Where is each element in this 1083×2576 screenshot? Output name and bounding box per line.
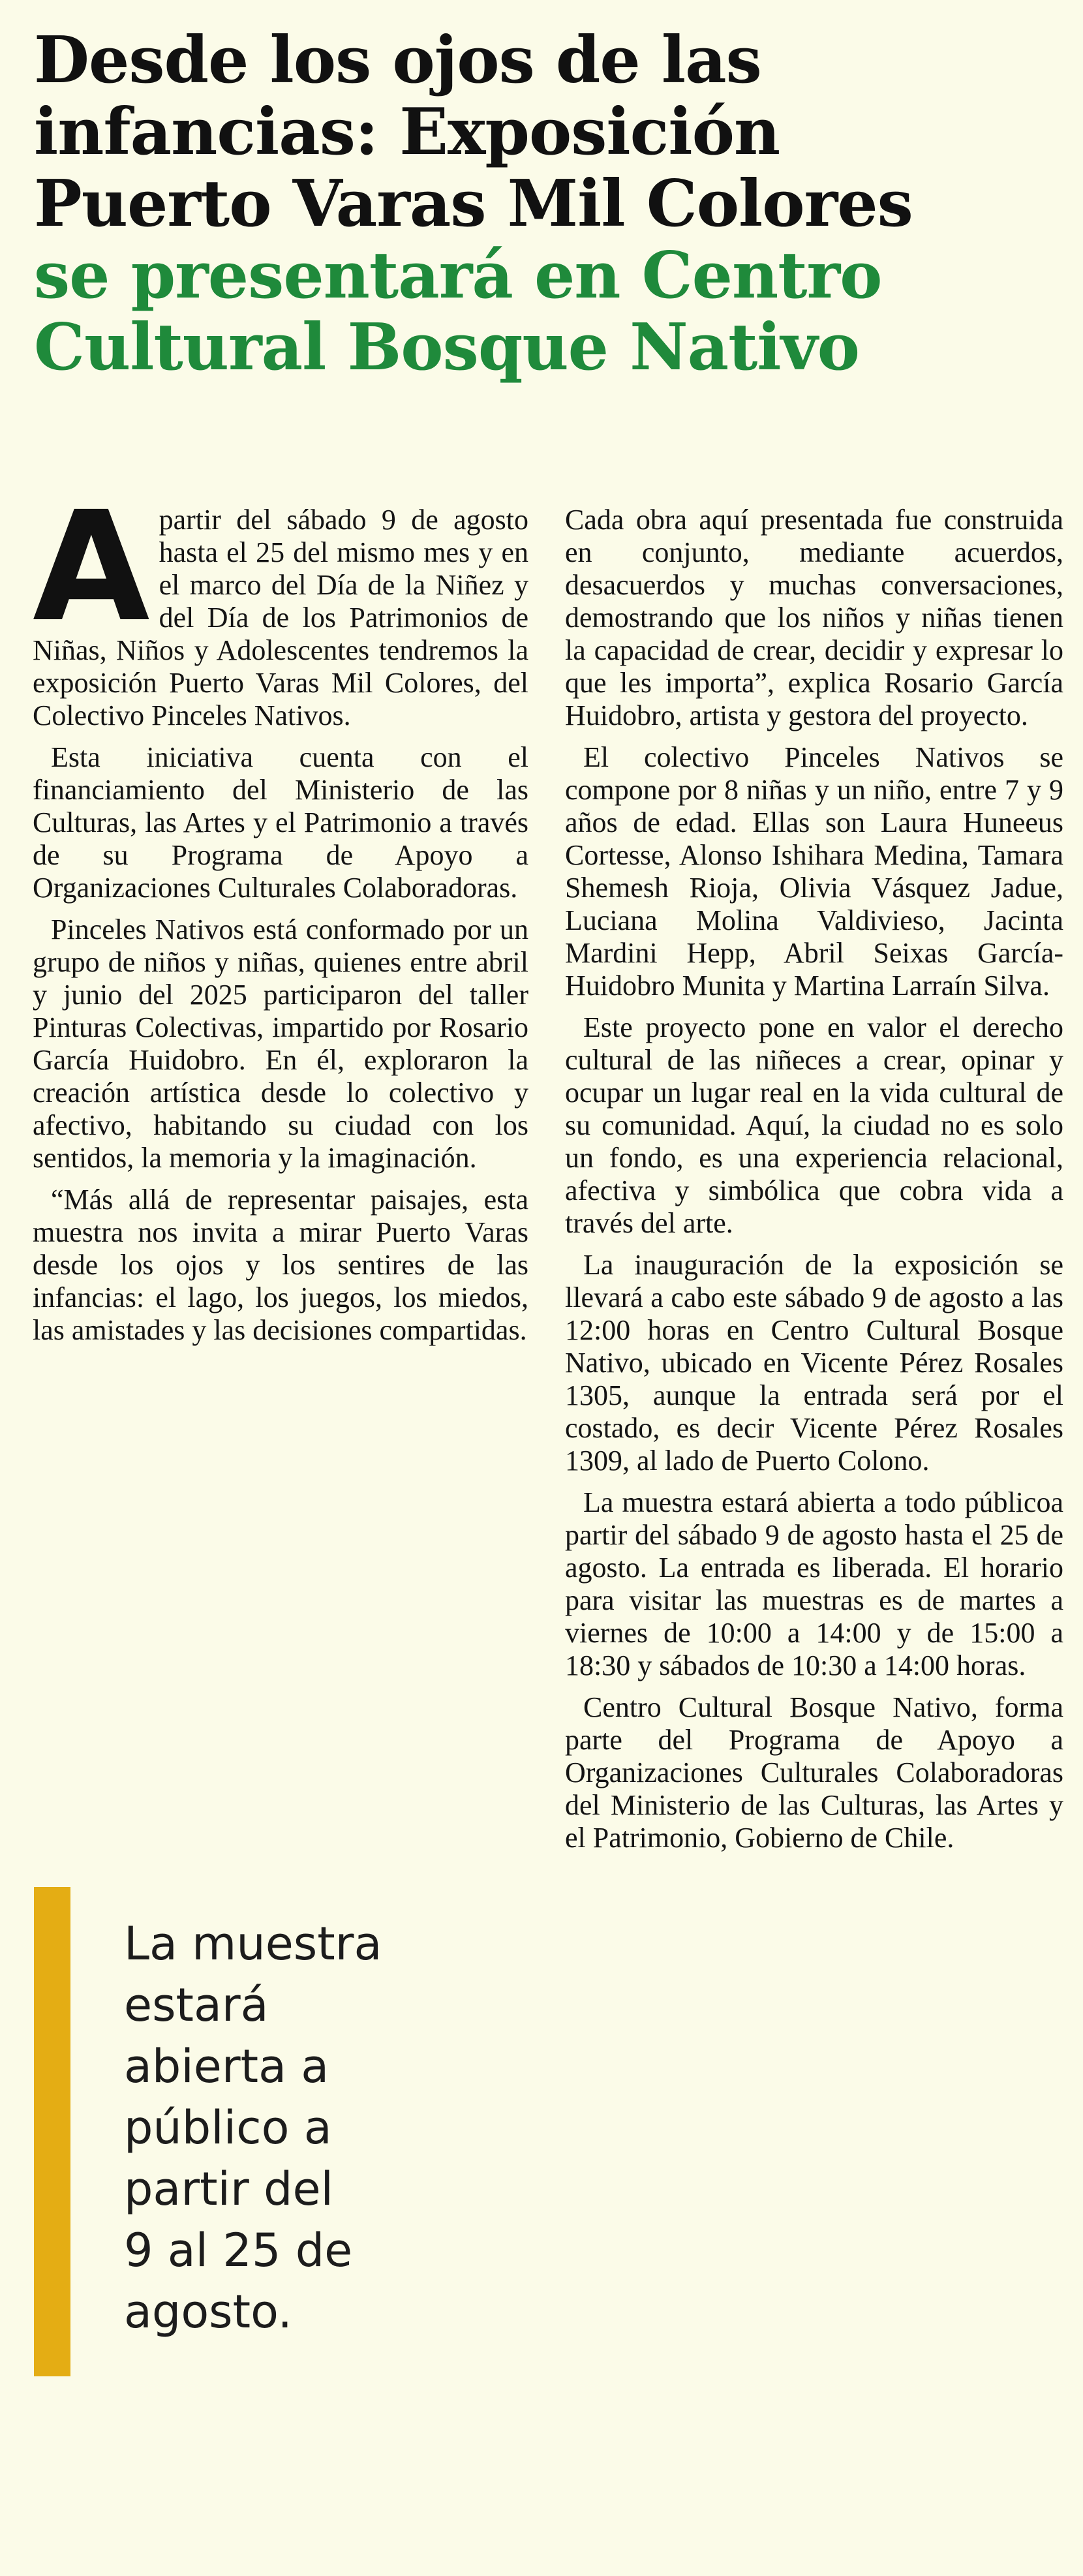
paragraph-text: partir del sábado 9 de agosto hasta el 25 del mismo mes y en el marco del Día de la Niñez y del Día de los Patrimonios de Niñas, Niños y Adolescentes tendremos la exposición Puerto Varas Mil Colores, del Colectivo Pinceles Nativos. [33, 504, 528, 731]
drop-cap: A [33, 479, 150, 655]
article-paragraph: La inauguración de la exposición se llevará a cabo este sábado 9 de agosto a las 12:00 horas en Centro Cultural Bosque Nativo, ubicado en Vicente Pérez Rosales 1305, aunque la entrada será por el costado, es decir Vicente Pérez Rosales 1309, al lado de Puerto Colono. [565, 1249, 1063, 1477]
article-paragraph: La muestra estará abierta a todo públicoa partir del sábado 9 de agosto hasta el 25 de agosto. La entrada es liberada. El horario para visitar las muestras es de martes a viernes de 10:00 a 14:00 y de 15:00 a 18:30 y sábados de 10:30 a 14:00 horas. [565, 1486, 1063, 1681]
article-column-right [565, 504, 1063, 1863]
pull-quote-line: público a [124, 2101, 332, 2154]
headline [34, 25, 1052, 384]
article-paragraph: “Más allá de representar paisajes, esta muestra nos invita a mirar Puerto Varas desde los ojos y los sentires de las infancias: el lago, los juegos, los miedos, las amistades y las decisiones compartidas. [33, 1184, 528, 1346]
headline-line: infancias: Exposición [34, 95, 780, 170]
article-paragraph [33, 479, 528, 732]
pull-quote-text [124, 1913, 478, 2342]
headline-subline: Cultural Bosque Nativo [34, 310, 859, 385]
article-paragraph: El colectivo Pinceles Nativos se compone por 8 niñas y un niño, entre 7 y 9 años de edad. Ellas son Laura Huneeus Cortesse, Alonso Ishihara Medina, Tamara Shemesh Rioja, Olivia Vásquez Jadue, Luciana Molina Valdivieso, Jacinta Mardini Hepp, Abril Seixas García-Huidobro Munita y Martina Larraín Silva. [565, 741, 1063, 1002]
article-paragraph: Este proyecto pone en valor el derecho cultural de las niñeces a crear, opinar y ocupar un lugar real en la vida cultural de su comunidad. Aquí, la ciudad no es solo un fondo, es una experiencia relacional, afectiva y simbólica que cobra vida a través del arte. [565, 1011, 1063, 1239]
article-paragraph: Cada obra aquí presentada fue construida en conjunto, mediante acuerdos, desacuerdos y muchas conversaciones, demostrando que los niños y niñas tienen la capacidad de crear, decidir y expresar lo que les importa”, explica Rosario García Huidobro, artista y gestora del proyecto. [565, 504, 1063, 731]
article-paragraph: Esta iniciativa cuenta con el financiamiento del Ministerio de las Culturas, las Artes y el Patrimonio a través de su Programa de Apoyo a Organizaciones Culturales Colaboradoras. [33, 741, 528, 904]
article-paragraph: Pinceles Nativos está conformado por un grupo de niños y niñas, quienes entre abril y junio del 2025 participaron del taller Pinturas Colectivas, impartido por Rosario García Huidobro. En él, exploraron la creación artística desde lo colectivo y afectivo, habitando su ciudad con los sentidos, la memoria y la imaginación. [33, 913, 528, 1174]
pull-quote-line: partir del [124, 2162, 333, 2216]
headline-line: Desde los ojos de las [34, 23, 761, 98]
pull-quote-line: La muestra [124, 1917, 382, 1970]
pull-quote [34, 1887, 478, 2376]
pull-quote-line: 9 al 25 de [124, 2224, 353, 2277]
pull-quote-line: estará [124, 1978, 269, 2032]
pull-quote-line: agosto. [124, 2285, 292, 2338]
headline-line: Puerto Varas Mil Colores [34, 166, 913, 241]
pull-quote-line: abierta a [124, 2040, 329, 2093]
article-paragraph: Centro Cultural Bosque Nativo, forma parte del Programa de Apoyo a Organizaciones Culturales Colaboradoras del Ministerio de las Culturas, las Artes y el Patrimonio, Gobierno de Chile. [565, 1691, 1063, 1854]
headline-subline: se presentará en Centro [34, 238, 882, 313]
article-column-left [33, 479, 528, 1356]
